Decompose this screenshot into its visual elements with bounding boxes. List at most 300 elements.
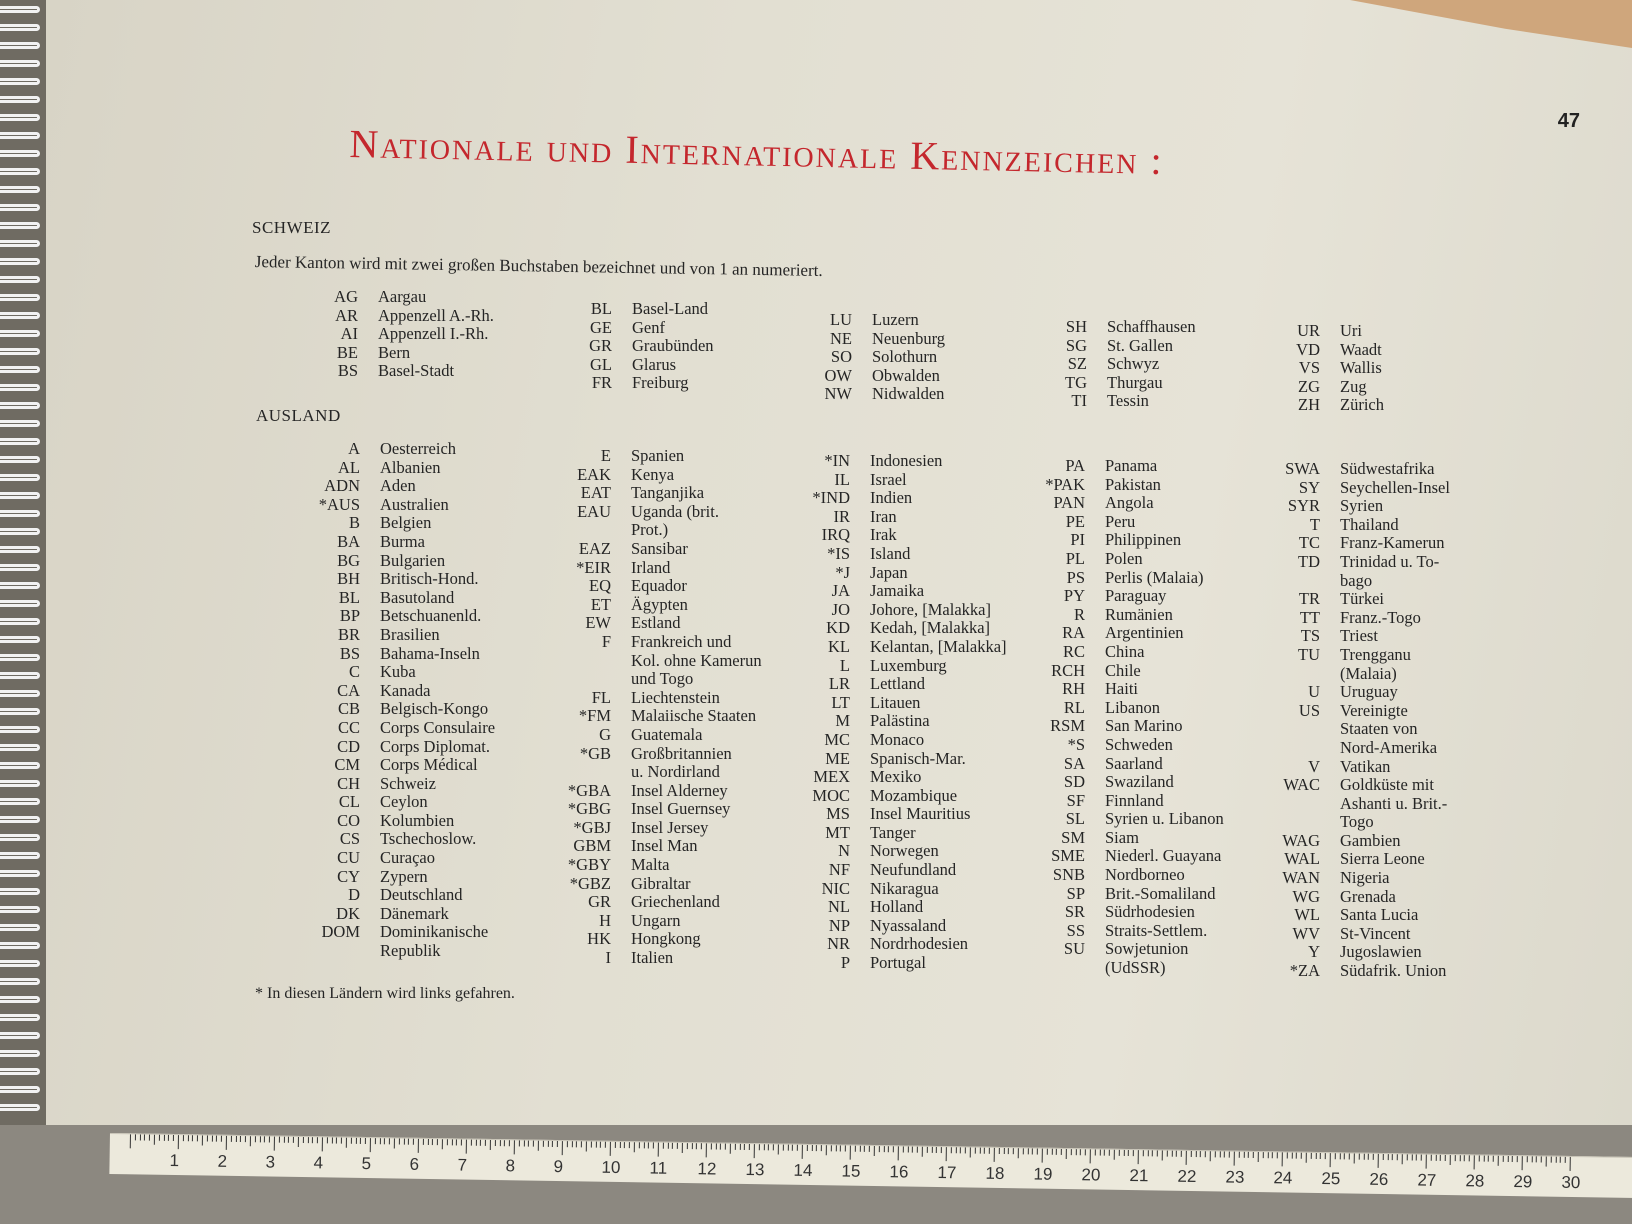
code-entry: [1240, 572, 1450, 591]
country-name: Zürich: [1340, 395, 1384, 415]
code-label: P: [840, 953, 850, 973]
code-label: DOM: [321, 922, 360, 942]
country-name: Uganda (brit.: [631, 501, 719, 521]
country-name: Insel Guernsey: [631, 799, 731, 819]
code-entry: [531, 521, 762, 540]
country-name: Togo: [1340, 812, 1374, 832]
ruler-tick: [576, 1141, 577, 1147]
ruler-tick: [1560, 1157, 1561, 1163]
code-label: EQ: [589, 576, 611, 596]
ruler-tick: [1157, 1150, 1158, 1156]
code-label: MOC: [812, 785, 850, 805]
code-label: TR: [1298, 589, 1320, 609]
ruler-tick: [365, 1138, 366, 1144]
ruler-tick: [1071, 1149, 1072, 1155]
spiral-coil: [0, 186, 40, 193]
country-name: Deutschland: [380, 885, 463, 905]
footnote: * In diesen Ländern wird links gefahren.: [255, 985, 515, 1002]
code-label: US: [1298, 700, 1320, 720]
ruler-tick: [701, 1143, 702, 1149]
country-name: Nordborneo: [1105, 865, 1185, 885]
spiral-coil: [0, 420, 40, 427]
code-entry: [1005, 829, 1224, 848]
ruler-tick: [994, 1148, 995, 1162]
ruler-tick: [312, 1137, 313, 1143]
code-entry: [1240, 683, 1450, 702]
ruler-tick: [557, 1141, 558, 1147]
code-entry: [280, 849, 495, 868]
ruler-tick: [835, 1145, 836, 1151]
ruler-tick: [1018, 1148, 1019, 1158]
spiral-coil: [0, 852, 40, 859]
spiral-coil: [0, 510, 40, 517]
code-label: LR: [828, 674, 850, 694]
code-entry: [531, 949, 762, 968]
ruler-tick: [1397, 1154, 1398, 1160]
code-label: *S: [1067, 734, 1085, 754]
ruler-number: 20: [1081, 1165, 1101, 1185]
ruler-tick: [1109, 1150, 1110, 1156]
code-entry: [280, 942, 495, 961]
code-entry: [770, 619, 1007, 638]
code-label: SNB: [1052, 865, 1085, 885]
code-entry: [531, 484, 762, 503]
ruler-tick: [269, 1137, 270, 1143]
code-label: WG: [1292, 886, 1320, 906]
spiral-coil: [0, 636, 40, 643]
code-entry: [1240, 479, 1450, 498]
ruler-tick: [432, 1139, 433, 1145]
spiral-coil: [0, 780, 40, 787]
country-name: Panama: [1105, 456, 1158, 475]
ruler-tick: [859, 1146, 860, 1152]
code-label: BG: [337, 550, 360, 570]
code-label: VS: [1298, 358, 1320, 378]
ruler-tick: [1263, 1152, 1264, 1158]
ruler-tick: [855, 1146, 856, 1152]
code-entry: [1253, 359, 1384, 378]
country-name: Basel-Land: [632, 299, 709, 318]
country-name: Staaten von: [1340, 719, 1418, 739]
code-entry: [1020, 392, 1196, 411]
code-label: CH: [337, 773, 360, 793]
ruler-tick: [778, 1144, 779, 1154]
code-entry: [1240, 906, 1450, 925]
code-label: SL: [1065, 809, 1085, 829]
code-label: CS: [339, 829, 360, 849]
code-label: F: [601, 631, 611, 651]
ruler-tick: [135, 1134, 136, 1140]
code-label: EW: [585, 613, 611, 633]
code-entry: [770, 675, 1007, 694]
ruler-tick: [1243, 1152, 1244, 1158]
ruler-tick: [1570, 1157, 1571, 1171]
ruler-tick: [797, 1145, 798, 1151]
code-entry: [280, 756, 495, 775]
country-name: Betschuanenld.: [380, 606, 482, 626]
code-entry: [531, 819, 762, 838]
code-label: M: [835, 711, 850, 731]
ruler-tick: [322, 1137, 323, 1151]
country-name: Seychellen-Insel: [1340, 477, 1450, 497]
ruler-tick: [423, 1139, 424, 1145]
ruler-tick: [595, 1142, 596, 1148]
ruler-number: 5: [361, 1153, 372, 1174]
country-name: Aargau: [378, 287, 427, 306]
code-label: JA: [831, 581, 850, 601]
ruler-tick: [1527, 1156, 1528, 1162]
code-entry: [1240, 516, 1450, 535]
code-label: TD: [1298, 551, 1320, 571]
code-entry: [280, 440, 495, 459]
spiral-coil: [0, 906, 40, 913]
code-entry: [280, 607, 495, 626]
code-label: E: [600, 446, 611, 465]
country-name: Libanon: [1105, 697, 1160, 717]
ruler-tick: [1325, 1153, 1326, 1159]
country-name: Sansibar: [631, 538, 688, 558]
country-name: Nikaragua: [870, 878, 939, 898]
code-entry: [1020, 318, 1196, 337]
code-entry: [770, 452, 1007, 471]
code-label: N: [838, 841, 850, 861]
code-entry: [1020, 355, 1196, 374]
code-entry: [1240, 795, 1450, 814]
ruler-tick: [231, 1136, 232, 1142]
country-name: Burma: [380, 531, 425, 551]
ruler-tick: [711, 1143, 712, 1149]
ruler-number: 8: [505, 1156, 516, 1176]
ruler-tick: [1445, 1155, 1446, 1161]
ruler-tick: [471, 1140, 472, 1146]
code-entry: [1005, 569, 1224, 588]
code-label: Y: [1308, 942, 1320, 962]
spiral-coil: [0, 726, 40, 733]
code-entry: [1240, 590, 1450, 609]
code-label: ADN: [324, 476, 360, 496]
ruler-tick: [1315, 1153, 1316, 1159]
code-label: NL: [828, 897, 850, 917]
country-name: Zypern: [380, 866, 428, 886]
ruler-tick: [1104, 1150, 1105, 1156]
spiral-coil: [0, 1032, 40, 1039]
ruler-tick: [154, 1135, 155, 1145]
code-entry: [1240, 739, 1450, 758]
ruler-tick: [759, 1144, 760, 1150]
code-label: *GBG: [567, 799, 611, 819]
code-entry: [1020, 337, 1196, 356]
country-name: Ashanti u. Brit.-: [1340, 793, 1448, 813]
country-name: Malaiische Staaten: [631, 706, 757, 726]
code-label: WAC: [1283, 775, 1320, 795]
ruler-tick: [1517, 1156, 1518, 1162]
code-label: [531, 652, 631, 671]
ruler-tick: [403, 1139, 404, 1145]
code-label: IL: [834, 469, 850, 489]
code-entry: [298, 362, 494, 381]
code-label: L: [839, 655, 850, 675]
code-entry: [770, 824, 1007, 843]
ruler-tick: [840, 1145, 841, 1151]
code-entry: [1240, 925, 1450, 944]
page-number: 47: [1557, 110, 1580, 132]
code-label: MT: [825, 822, 850, 842]
ruler-tick: [1455, 1155, 1456, 1161]
code-entry: [1005, 643, 1224, 662]
code-entry: [280, 738, 495, 757]
code-entry: [785, 311, 945, 330]
country-name: Tessin: [1107, 391, 1149, 411]
code-label: FR: [591, 373, 612, 393]
country-name: Südafrik. Union: [1340, 961, 1447, 981]
ruler-tick: [538, 1141, 539, 1151]
ruler-tick: [1383, 1154, 1384, 1160]
spiral-coil: [0, 114, 40, 121]
country-name: Brit.-Somaliland: [1105, 883, 1216, 903]
spiral-coil: [0, 546, 40, 553]
code-entry: [545, 337, 714, 356]
ruler-tick: [960, 1147, 961, 1153]
code-label: *GBZ: [569, 873, 611, 893]
ruler-tick: [1512, 1156, 1513, 1162]
country-name: Palästina: [870, 711, 930, 731]
code-entry: [280, 812, 495, 831]
code-entry: [1240, 776, 1450, 795]
spiral-coil: [0, 834, 40, 841]
code-label: SH: [1065, 317, 1087, 336]
ruler-number: 11: [649, 1158, 668, 1178]
code-label: T: [1309, 514, 1320, 534]
code-label: I: [605, 948, 611, 968]
code-entry: [280, 682, 495, 701]
spiral-coil: [0, 330, 40, 337]
code-label: TT: [1299, 607, 1320, 627]
ruler-tick: [1392, 1154, 1393, 1160]
code-entry: [531, 745, 762, 764]
code-entry: [770, 787, 1007, 806]
code-label: WAN: [1282, 868, 1320, 888]
spiral-coil: [0, 438, 40, 445]
schweiz-column-3: [785, 311, 945, 404]
country-name: Kolumbien: [380, 810, 455, 830]
ruler-tick: [1363, 1154, 1364, 1160]
ruler-tick: [1359, 1154, 1360, 1160]
ruler-number: 18: [985, 1163, 1005, 1184]
code-label: CU: [337, 848, 360, 868]
code-entry: [770, 861, 1007, 880]
country-name: Britisch-Hond.: [380, 569, 479, 589]
code-entry: [1005, 680, 1224, 699]
ruler-tick: [293, 1137, 294, 1143]
code-entry: [1005, 624, 1224, 643]
ruler-tick: [1282, 1152, 1283, 1166]
ruler-tick: [1267, 1152, 1268, 1158]
ruler-tick: [763, 1144, 764, 1150]
ruler-tick: [1531, 1156, 1532, 1162]
spiral-coil: [0, 150, 40, 157]
country-name: Ägypten: [631, 594, 688, 614]
code-entry: [770, 750, 1007, 769]
code-label: CY: [337, 866, 360, 886]
code-entry: [280, 775, 495, 794]
country-name: Belgisch-Kongo: [380, 699, 489, 719]
code-label: PS: [1066, 567, 1085, 587]
country-name: Angola: [1105, 493, 1154, 513]
ruler-tick: [831, 1145, 832, 1151]
ruler-tick: [586, 1141, 587, 1151]
country-name: Albanien: [380, 457, 441, 477]
code-label: [1240, 572, 1340, 591]
ruler-tick: [773, 1144, 774, 1150]
code-label: PAN: [1053, 493, 1085, 513]
ruler-tick: [667, 1143, 668, 1149]
country-name: Griechenland: [631, 892, 720, 912]
code-label: [1240, 720, 1340, 739]
spiral-coil: [0, 762, 40, 769]
code-entry: [1253, 396, 1384, 415]
code-label: [1240, 813, 1340, 832]
ruler-tick: [394, 1138, 395, 1148]
code-label: SY: [1298, 477, 1320, 497]
code-label: VD: [1296, 339, 1320, 359]
country-name: Prot.): [631, 520, 669, 540]
code-entry: [1005, 940, 1224, 959]
ruler-number: 17: [937, 1163, 957, 1183]
country-name: Großbritannien: [631, 743, 732, 763]
ruler-tick: [207, 1136, 208, 1142]
country-name: Türkei: [1340, 589, 1384, 609]
code-entry: [531, 466, 762, 485]
ruler-tick: [360, 1138, 361, 1144]
code-entry: [770, 768, 1007, 787]
code-label: SWA: [1285, 459, 1320, 478]
code-entry: [770, 880, 1007, 899]
ruler-tick: [581, 1141, 582, 1147]
country-name: Neuenburg: [872, 328, 946, 348]
ruler-tick: [240, 1136, 241, 1142]
country-name: Argentinien: [1105, 623, 1184, 643]
country-name: Appenzell A.-Rh.: [378, 305, 494, 325]
country-name: Swaziland: [1105, 772, 1174, 792]
country-name: Jugoslawien: [1340, 942, 1422, 962]
ruler-tick: [413, 1139, 414, 1145]
country-name: Mozambique: [870, 785, 958, 805]
ruler-tick: [533, 1141, 534, 1147]
spiral-coil: [0, 24, 40, 31]
country-name: Nyassaland: [870, 915, 947, 935]
ruler-number: 29: [1513, 1172, 1533, 1192]
code-entry: [770, 564, 1007, 583]
ruler-tick: [1191, 1151, 1192, 1157]
ruler-tick: [1075, 1149, 1076, 1155]
spiral-coil: [0, 1014, 40, 1021]
ruler-tick: [139, 1134, 140, 1140]
ruler-tick: [749, 1144, 750, 1150]
code-entry: [1005, 513, 1224, 532]
ruler-tick: [1210, 1151, 1211, 1161]
code-entry: [1005, 959, 1224, 978]
code-label: SF: [1066, 790, 1085, 810]
code-label: AG: [334, 287, 358, 306]
code-entry: [280, 459, 495, 478]
ruler-tick: [1119, 1150, 1120, 1156]
spiral-coil: [0, 708, 40, 715]
code-label: PA: [1065, 456, 1085, 475]
ruler-tick: [336, 1138, 337, 1144]
code-entry: [531, 540, 762, 559]
country-name: Nigeria: [1340, 868, 1390, 888]
country-name: Litauen: [870, 692, 921, 712]
ruler-tick: [288, 1137, 289, 1143]
ruler-tick: [845, 1146, 846, 1152]
ruler-tick: [159, 1135, 160, 1141]
ruler-tick: [543, 1141, 544, 1147]
ruler-tick: [1051, 1149, 1052, 1155]
country-name: Kanada: [380, 680, 431, 700]
code-label: [1005, 959, 1105, 978]
code-label: CO: [337, 810, 360, 830]
ruler-tick: [485, 1140, 486, 1146]
code-entry: [1240, 646, 1450, 665]
ruler-tick: [730, 1144, 731, 1154]
code-label: *IS: [827, 543, 850, 563]
ruler-tick: [816, 1145, 817, 1151]
country-name: Kuba: [380, 662, 416, 682]
country-name: Uri: [1340, 321, 1362, 340]
code-label: WAL: [1284, 849, 1320, 869]
ruler-tick: [907, 1147, 908, 1153]
ruler-tick: [1200, 1151, 1201, 1157]
country-name: Südrhodesien: [1105, 902, 1195, 922]
code-entry: [531, 614, 762, 633]
code-entry: [298, 307, 494, 326]
ruler-tick: [1378, 1154, 1379, 1168]
code-label: *GBY: [567, 855, 611, 875]
spiral-coil: [0, 528, 40, 535]
code-label: V: [1308, 756, 1320, 776]
country-name: Sowjetunion: [1105, 939, 1189, 959]
country-name: Luxemburg: [870, 655, 947, 675]
code-entry: [770, 582, 1007, 601]
ruler-tick: [279, 1137, 280, 1143]
code-entry: [1005, 717, 1224, 736]
code-label: [1240, 795, 1340, 814]
country-name: Wallis: [1340, 358, 1382, 378]
code-entry: [1240, 813, 1450, 832]
ruler-tick: [442, 1139, 443, 1149]
ruler-tick: [864, 1146, 865, 1152]
code-entry: [1240, 962, 1450, 981]
spiral-coil: [0, 960, 40, 967]
ruler-number: 21: [1129, 1166, 1149, 1186]
ruler-tick: [739, 1144, 740, 1150]
country-name: Thailand: [1340, 514, 1399, 534]
ruler-tick: [591, 1142, 592, 1148]
code-label: [531, 521, 631, 540]
code-entry: [531, 633, 762, 652]
ruler-tick: [706, 1143, 707, 1157]
country-name: Trinidad u. To-: [1340, 551, 1440, 571]
ruler-tick: [504, 1140, 505, 1146]
ruler-tick: [187, 1135, 188, 1141]
ruler-tick: [1474, 1155, 1475, 1169]
country-name: Irland: [631, 557, 671, 577]
ruler-tick: [399, 1139, 400, 1145]
country-name: Obwalden: [872, 365, 940, 385]
country-name: Saarland: [1105, 753, 1163, 773]
country-name: St. Gallen: [1107, 335, 1173, 355]
ruler-tick: [1248, 1152, 1249, 1158]
